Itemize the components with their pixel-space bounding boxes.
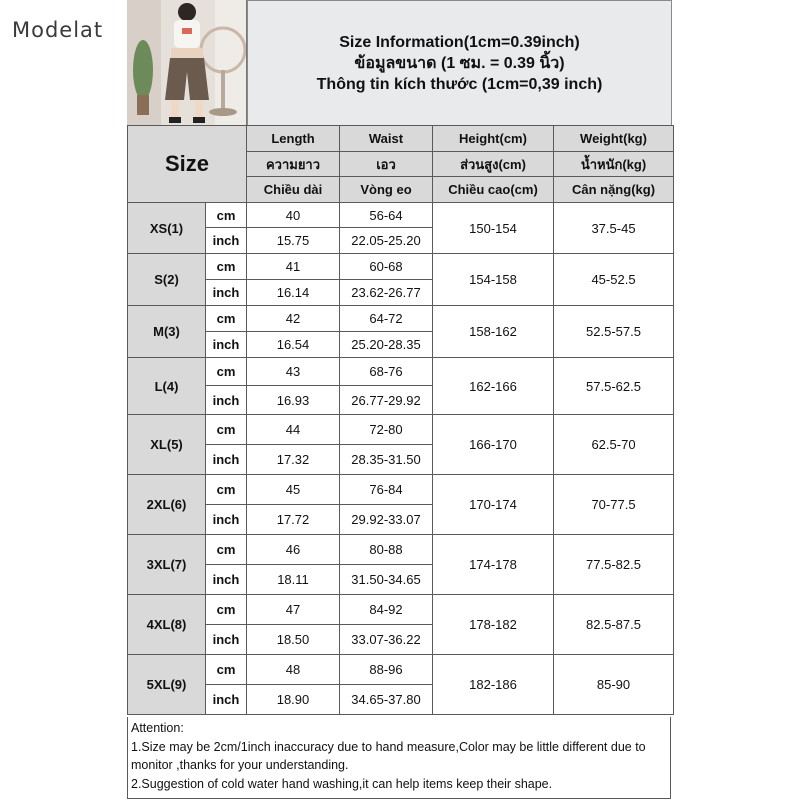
size-label: 2XL(6) bbox=[128, 475, 206, 535]
attention-title: Attention: bbox=[131, 721, 184, 735]
length-inch-cell: 16.14 bbox=[247, 280, 340, 306]
length-inch-cell: 16.93 bbox=[247, 386, 340, 415]
header-height-en: Height(cm) bbox=[433, 126, 554, 152]
attention-note-2: 2.Suggestion of cold water hand washing,it can help items keep their shape. bbox=[131, 776, 553, 791]
length-cm-cell: 40 bbox=[247, 203, 340, 228]
unit-cm-label: cm bbox=[206, 595, 247, 625]
height-cell: 158-162 bbox=[433, 306, 554, 358]
unit-inch-label: inch bbox=[206, 445, 247, 475]
header-waist-th: เอว bbox=[340, 151, 433, 177]
length-inch-cell: 16.54 bbox=[247, 332, 340, 358]
unit-cm-label: cm bbox=[206, 655, 247, 685]
weight-cell: 45-52.5 bbox=[554, 254, 674, 306]
waist-inch-cell: 22.05-25.20 bbox=[340, 228, 433, 254]
header-waist-en: Waist bbox=[340, 126, 433, 152]
waist-cm-cell: 72-80 bbox=[340, 415, 433, 445]
unit-inch-label: inch bbox=[206, 505, 247, 535]
waist-inch-cell: 34.65-37.80 bbox=[340, 685, 433, 715]
height-cell: 170-174 bbox=[433, 475, 554, 535]
size-label: XL(5) bbox=[128, 415, 206, 475]
size-label: M(3) bbox=[128, 306, 206, 358]
length-cm-cell: 45 bbox=[247, 475, 340, 505]
height-cell: 150-154 bbox=[433, 203, 554, 254]
waist-cm-cell: 84-92 bbox=[340, 595, 433, 625]
length-inch-cell: 18.50 bbox=[247, 625, 340, 655]
length-inch-cell: 17.72 bbox=[247, 505, 340, 535]
size-row-cm bbox=[128, 306, 674, 332]
unit-inch-label: inch bbox=[206, 685, 247, 715]
height-cell: 166-170 bbox=[433, 415, 554, 475]
info-line-vietnamese: Thông tin kích thước (1cm=0,39 inch) bbox=[316, 75, 603, 93]
header-length-th: ความยาว bbox=[247, 151, 340, 177]
unit-cm-label: cm bbox=[206, 415, 247, 445]
height-cell: 154-158 bbox=[433, 254, 554, 306]
weight-cell: 57.5-62.5 bbox=[554, 358, 674, 415]
header-height-th: ส่วนสูง(cm) bbox=[433, 151, 554, 177]
length-cm-cell: 41 bbox=[247, 254, 340, 280]
size-row-cm bbox=[128, 595, 674, 625]
header-waist-vi: Vòng eo bbox=[340, 177, 433, 203]
info-line-english: Size Information(1cm=0.39inch) bbox=[339, 33, 580, 51]
size-label: L(4) bbox=[128, 358, 206, 415]
header-height-vi: Chiều cao(cm) bbox=[433, 177, 554, 203]
unit-inch-label: inch bbox=[206, 332, 247, 358]
waist-inch-cell: 29.92-33.07 bbox=[340, 505, 433, 535]
unit-inch-label: inch bbox=[206, 565, 247, 595]
length-cm-cell: 48 bbox=[247, 655, 340, 685]
length-cm-cell: 46 bbox=[247, 535, 340, 565]
header-weight-th: น้ำหนัก(kg) bbox=[554, 151, 674, 177]
waist-cm-cell: 80-88 bbox=[340, 535, 433, 565]
size-row-cm bbox=[128, 475, 674, 505]
unit-inch-label: inch bbox=[206, 280, 247, 306]
size-label: 3XL(7) bbox=[128, 535, 206, 595]
unit-inch-label: inch bbox=[206, 228, 247, 254]
size-label: 5XL(9) bbox=[128, 655, 206, 715]
weight-cell: 77.5-82.5 bbox=[554, 535, 674, 595]
waist-inch-cell: 31.50-34.65 bbox=[340, 565, 433, 595]
model-photo-illustration bbox=[127, 0, 246, 125]
info-line-thai: ข้อมูลขนาด (1 ซม. = 0.39 นิ้ว) bbox=[354, 54, 565, 72]
unit-cm-label: cm bbox=[206, 254, 247, 280]
unit-cm-label: cm bbox=[206, 358, 247, 386]
weight-cell: 37.5-45 bbox=[554, 203, 674, 254]
size-label: XS(1) bbox=[128, 203, 206, 254]
waist-cm-cell: 60-68 bbox=[340, 254, 433, 280]
waist-inch-cell: 28.35-31.50 bbox=[340, 445, 433, 475]
length-cm-cell: 43 bbox=[247, 358, 340, 386]
header-row-english bbox=[128, 126, 674, 152]
unit-cm-label: cm bbox=[206, 475, 247, 505]
weight-cell: 85-90 bbox=[554, 655, 674, 715]
weight-cell: 62.5-70 bbox=[554, 415, 674, 475]
attention-notes bbox=[127, 717, 671, 799]
header-weight-vi: Cân nặng(kg) bbox=[554, 177, 674, 203]
size-label: S(2) bbox=[128, 254, 206, 306]
header-length-en: Length bbox=[247, 126, 340, 152]
unit-cm-label: cm bbox=[206, 203, 247, 228]
size-row-cm bbox=[128, 655, 674, 685]
weight-cell: 82.5-87.5 bbox=[554, 595, 674, 655]
size-row-cm bbox=[128, 254, 674, 280]
attention-note-1: 1.Size may be 2cm/1inch inaccuracy due to hand measure,Color may be little different due to monitor ,thanks for your understanding. bbox=[131, 739, 646, 772]
height-cell: 162-166 bbox=[433, 358, 554, 415]
waist-cm-cell: 64-72 bbox=[340, 306, 433, 332]
size-chart-sheet bbox=[127, 0, 672, 800]
header-length-vi: Chiều dài bbox=[247, 177, 340, 203]
length-inch-cell: 18.11 bbox=[247, 565, 340, 595]
waist-cm-cell: 88-96 bbox=[340, 655, 433, 685]
waist-cm-cell: 76-84 bbox=[340, 475, 433, 505]
size-table bbox=[127, 125, 674, 715]
weight-cell: 52.5-57.5 bbox=[554, 306, 674, 358]
height-cell: 182-186 bbox=[433, 655, 554, 715]
length-cm-cell: 44 bbox=[247, 415, 340, 445]
height-cell: 178-182 bbox=[433, 595, 554, 655]
waist-inch-cell: 23.62-26.77 bbox=[340, 280, 433, 306]
waist-inch-cell: 33.07-36.22 bbox=[340, 625, 433, 655]
waist-inch-cell: 25.20-28.35 bbox=[340, 332, 433, 358]
header-size: Size bbox=[128, 126, 247, 203]
length-inch-cell: 18.90 bbox=[247, 685, 340, 715]
size-information-box bbox=[247, 0, 672, 125]
waist-inch-cell: 26.77-29.92 bbox=[340, 386, 433, 415]
model-photo bbox=[127, 0, 247, 125]
watermark-text: Modelat bbox=[12, 18, 104, 42]
unit-cm-label: cm bbox=[206, 535, 247, 565]
waist-cm-cell: 56-64 bbox=[340, 203, 433, 228]
size-row-cm bbox=[128, 358, 674, 386]
size-row-cm bbox=[128, 535, 674, 565]
length-inch-cell: 17.32 bbox=[247, 445, 340, 475]
unit-inch-label: inch bbox=[206, 625, 247, 655]
length-cm-cell: 42 bbox=[247, 306, 340, 332]
unit-inch-label: inch bbox=[206, 386, 247, 415]
header-weight-en: Weight(kg) bbox=[554, 126, 674, 152]
size-label: 4XL(8) bbox=[128, 595, 206, 655]
length-cm-cell: 47 bbox=[247, 595, 340, 625]
length-inch-cell: 15.75 bbox=[247, 228, 340, 254]
size-row-cm bbox=[128, 203, 674, 228]
waist-cm-cell: 68-76 bbox=[340, 358, 433, 386]
height-cell: 174-178 bbox=[433, 535, 554, 595]
size-row-cm bbox=[128, 415, 674, 445]
unit-cm-label: cm bbox=[206, 306, 247, 332]
weight-cell: 70-77.5 bbox=[554, 475, 674, 535]
